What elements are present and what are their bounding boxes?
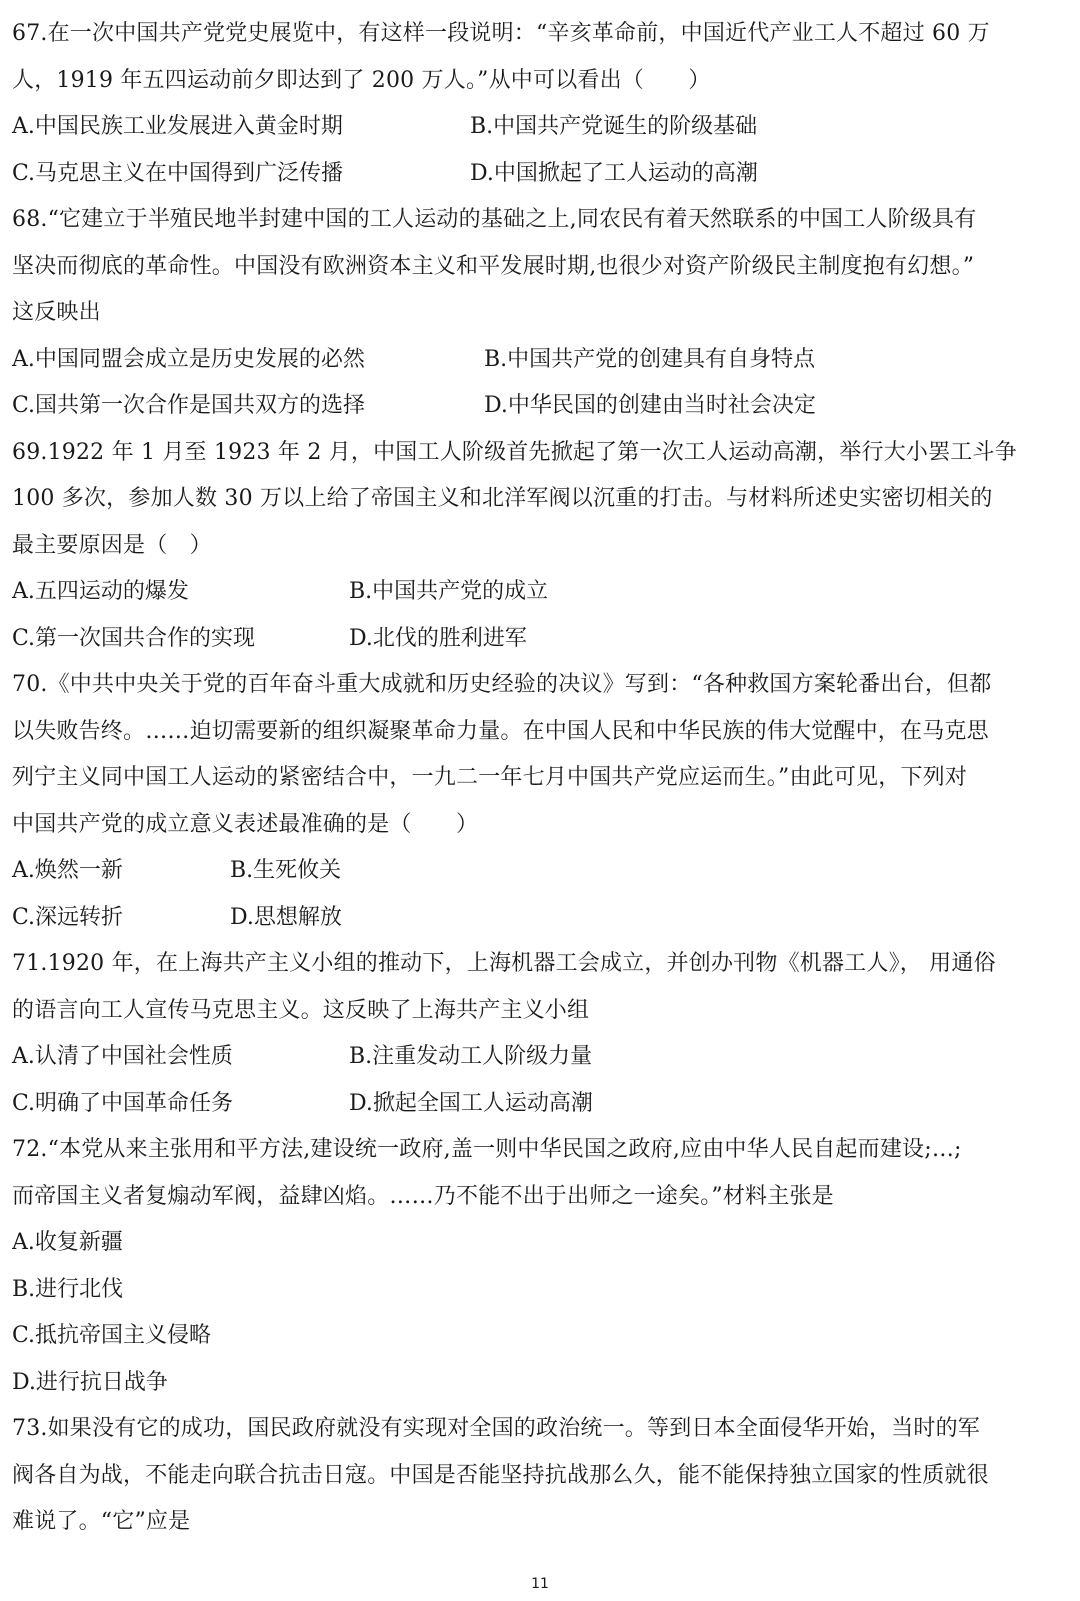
question-stem-line: 以失败告终。……迫切需要新的组织凝聚革命力量。在中国人民和中华民族的伟大觉醒中，在马克思 [12,718,989,744]
option-a: A.焕然一新 [12,858,123,883]
option-row [12,848,1068,895]
option-row [12,616,1068,663]
question-stem-line: 这反映出 [12,300,101,325]
question-stem-line: 难说了。“它”应是 [12,1509,191,1534]
option-d: D.中国掀起了工人运动的高潮 [470,160,758,186]
option-a: A.认清了中国社会性质 [12,1044,233,1069]
option-b: B.中国共产党诞生的阶级基础 [470,114,758,139]
option-row [12,895,1068,942]
option-b: B.进行北伐 [12,1276,124,1302]
option-c: C.第一次国共合作的实现 [12,625,256,651]
page-number: 11 [531,1576,549,1592]
option-a: A.中国民族工业发展进入黄金时期 [12,114,343,139]
question-stem-line: 100 多次，参加人数 30 万以上给了帝国主义和北洋军阀以沉重的打击。与材料所述史实密切相关的 [12,486,993,511]
question-71 [12,941,1068,1127]
option-row [12,104,1068,151]
option-b: B.生死攸关 [230,858,342,883]
question-stem-line: 中国共产党的成立意义表述最准确的是（ ） [12,811,479,837]
question-stem-line: 的语言向工人宣传马克思主义。这反映了上海共产主义小组 [12,997,590,1023]
question-stem-line: 而帝国主义者复煽动军阀，益肆凶焰。……乃不能不出于出师之一途矣。”材料主张是 [12,1183,834,1209]
option-d: D.北伐的胜利进军 [349,625,527,651]
question-70 [12,662,1068,941]
option-a: A.中国同盟会成立是历史发展的必然 [12,346,365,372]
question-stem-line: 73.如果没有它的成功，国民政府就没有实现对全国的政治统一。等到日本全面侵华开始，当时的军 [12,1416,980,1441]
question-69 [12,430,1068,663]
option-row [12,151,1068,198]
question-stem-line: 69.1922 年 1 月至 1923 年 2 月，中国工人阶级首先掀起了第一次工人运动高潮，举行大小罢工斗争 [12,439,1017,465]
option-row [12,337,1068,384]
question-73 [12,1406,1068,1546]
question-stem-line: 71.1920 年，在上海共产主义小组的推动下，上海机器工会成立，并创办刊物《机器工人》， 用通俗 [12,951,996,976]
option-a: A.五四运动的爆发 [12,579,189,604]
option-b: B.中国共产党的成立 [349,579,549,604]
option-d: D.掀起全国工人运动高潮 [349,1090,593,1116]
option-row [12,1081,1068,1128]
option-d: D.进行抗日战争 [12,1369,168,1395]
question-stem-line: 68.“它建立于半殖民地半封建中国的工人运动的基础之上,同农民有着天然联系的中国工人阶级具有 [12,207,977,232]
option-d: D.思想解放 [230,904,342,930]
option-a: A.收复新疆 [12,1230,123,1255]
question-stem-line: 最主要原因是（ ） [12,532,212,558]
question-stem-line: 阀各自为战，不能走向联合抗击日寇。中国是否能坚持抗战那么久，能不能保持独立国家的性质就很 [12,1462,989,1488]
question-stem-line: 70.《中共中央关于党的百年奋斗重大成就和历史经验的决议》写到：“各种救国方案轮番出台，但都 [12,672,992,697]
question-stem-line: 72.“本党从来主张用和平方法,建设统一政府,盖一则中华民国之政府,应由中华人民自起而建设;…; [12,1137,962,1162]
option-row [12,1034,1068,1081]
question-stem-line: 列宁主义同中国工人运动的紧密结合中，一九二一年七月中国共产党应运而生。”由此可见，下列对 [12,765,968,790]
question-stem-line: 67.在一次中国共产党党史展览中，有这样一段说明：“辛亥革命前，中国近代产业工人不超过 60 万 [12,21,990,46]
question-stem-line: 坚决而彻底的革命性。中国没有欧洲资本主义和平发展时期,也很少对资产阶级民主制度抱有幻想。” [12,253,975,279]
option-row [12,383,1068,430]
question-67 [12,11,1068,197]
question-68 [12,197,1068,430]
option-c: C.深远转折 [12,904,124,930]
option-b: B.中国共产党的创建具有自身特点 [484,346,816,372]
question-72 [12,1127,1068,1406]
question-stem-line: 人，1919 年五四运动前夕即达到了 200 万人。”从中可以看出（ ） [12,67,711,93]
option-c: C.抵抗帝国主义侵略 [12,1323,212,1348]
exam-page [12,11,1068,1546]
option-c: C.马克思主义在中国得到广泛传播 [12,160,344,186]
option-c: C.国共第一次合作是国共双方的选择 [12,393,366,418]
option-d: D.中华民国的创建由当时社会决定 [484,393,816,418]
option-b: B.注重发动工人阶级力量 [349,1044,593,1069]
option-row [12,569,1068,616]
option-c: C.明确了中国革命任务 [12,1090,234,1116]
